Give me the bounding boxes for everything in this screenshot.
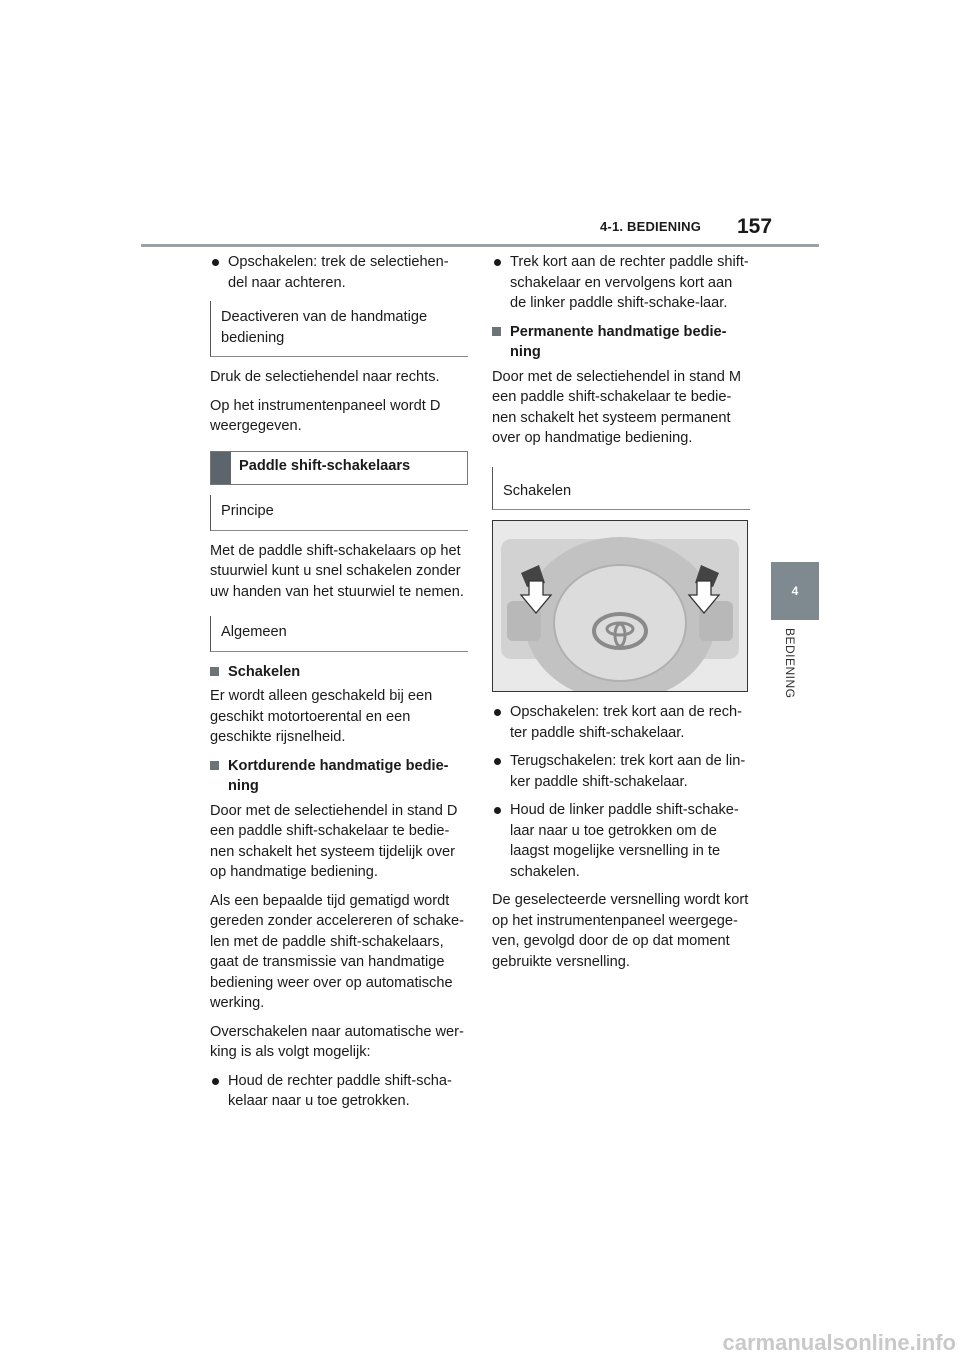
subheading-principe <box>210 495 468 531</box>
subheading-schakelen <box>492 467 750 511</box>
subheading-principe-text: Principe <box>221 503 274 519</box>
bullet-pull-both: Trek kort aan de rechter paddle shift-schakelaar en vervolgens kort aan de linker paddle shift-schake-laar. <box>492 252 750 314</box>
subheading-deactivate <box>210 301 468 357</box>
para-permanent: Door met de selectiehendel in stand M een paddle shift-schakelaar te bedie-nen schakelt het systeem permanent over op handmatige bediening. <box>492 368 742 446</box>
left-column <box>210 252 468 1120</box>
bullet-upshift: Opschakelen: trek de selectiehen-del naar achteren. <box>210 252 468 293</box>
steering-wheel-figure <box>492 520 748 692</box>
section-paddle-shift-title: Paddle shift-schakelaars <box>239 457 411 474</box>
bullet-hold-right: Houd de rechter paddle shift-scha-kelaar naar u toe getrokken. <box>210 1071 468 1112</box>
heading-schakelen: Schakelen <box>210 662 468 683</box>
subheading-algemeen-text: Algemeen <box>221 624 287 640</box>
para-principe: Met de paddle shift-schakelaars op het stuurwiel kunt u snel schakelen zonder uw handen van het stuurwiel te nemen. <box>210 542 464 600</box>
chapter-tab: 4 <box>771 562 819 620</box>
para-schakelen: Er wordt alleen geschakeld bij een geschikt motortoerental en een geschikte rijsnelheid. <box>210 688 433 745</box>
chapter-label: BEDIENING <box>783 628 797 699</box>
watermark: carmanualsonline.info <box>722 1330 956 1355</box>
bullet-lowest: Houd de linker paddle shift-schake-laar naar u toe getrokken om de laagst mogelijke versnelling in te schakelen. <box>492 800 750 882</box>
subheading-deactivate-text: Deactiveren van de handmatige bediening <box>221 309 428 346</box>
heading-kortdurend: Kortdurende handmatige bedie-ning <box>210 756 468 797</box>
page-number: 157 <box>737 215 773 238</box>
para-kort-1: Door met de selectiehendel in stand D een paddle shift-schakelaar te bedie-nen schakelt het systeem tijdelijk over op handmatige bediening. <box>210 802 458 880</box>
subheading-algemeen <box>210 616 468 652</box>
para-kort-3: Overschakelen naar automatische wer-king is als volgt mogelijk: <box>210 1023 464 1060</box>
right-column <box>492 252 750 980</box>
steering-wheel-illustration <box>493 521 747 691</box>
section-paddle-shift <box>210 451 468 486</box>
header-divider <box>141 244 819 247</box>
bullet-up: Opschakelen: trek kort aan de rech-ter paddle shift-schakelaar. <box>492 702 750 743</box>
subheading-schakelen-text: Schakelen <box>503 482 572 499</box>
section-bar <box>211 452 231 485</box>
section-header: 4-1. BEDIENING <box>600 219 702 234</box>
heading-permanent: Permanente handmatige bedie-ning <box>492 322 750 363</box>
para-d-shown: Op het instrumentenpaneel wordt D weergegeven. <box>210 397 441 434</box>
para-push-right: Druk de selectiehendel naar rechts. <box>210 369 440 385</box>
bullet-down: Terugschakelen: trek kort aan de lin-ker paddle shift-schakelaar. <box>492 751 750 792</box>
para-gear-shown: De geselecteerde versnelling wordt kort op het instrumentenpaneel weergege-ven, gevolgd door de op dat moment gebruikte versnelling. <box>492 892 749 970</box>
para-kort-2: Als een bepaalde tijd gematigd wordt gereden zonder accelereren of schake-len met de paddle shift-schakelaars, gaat de transmissie van handmatige bediening weer over op automatische werking. <box>210 892 464 1011</box>
